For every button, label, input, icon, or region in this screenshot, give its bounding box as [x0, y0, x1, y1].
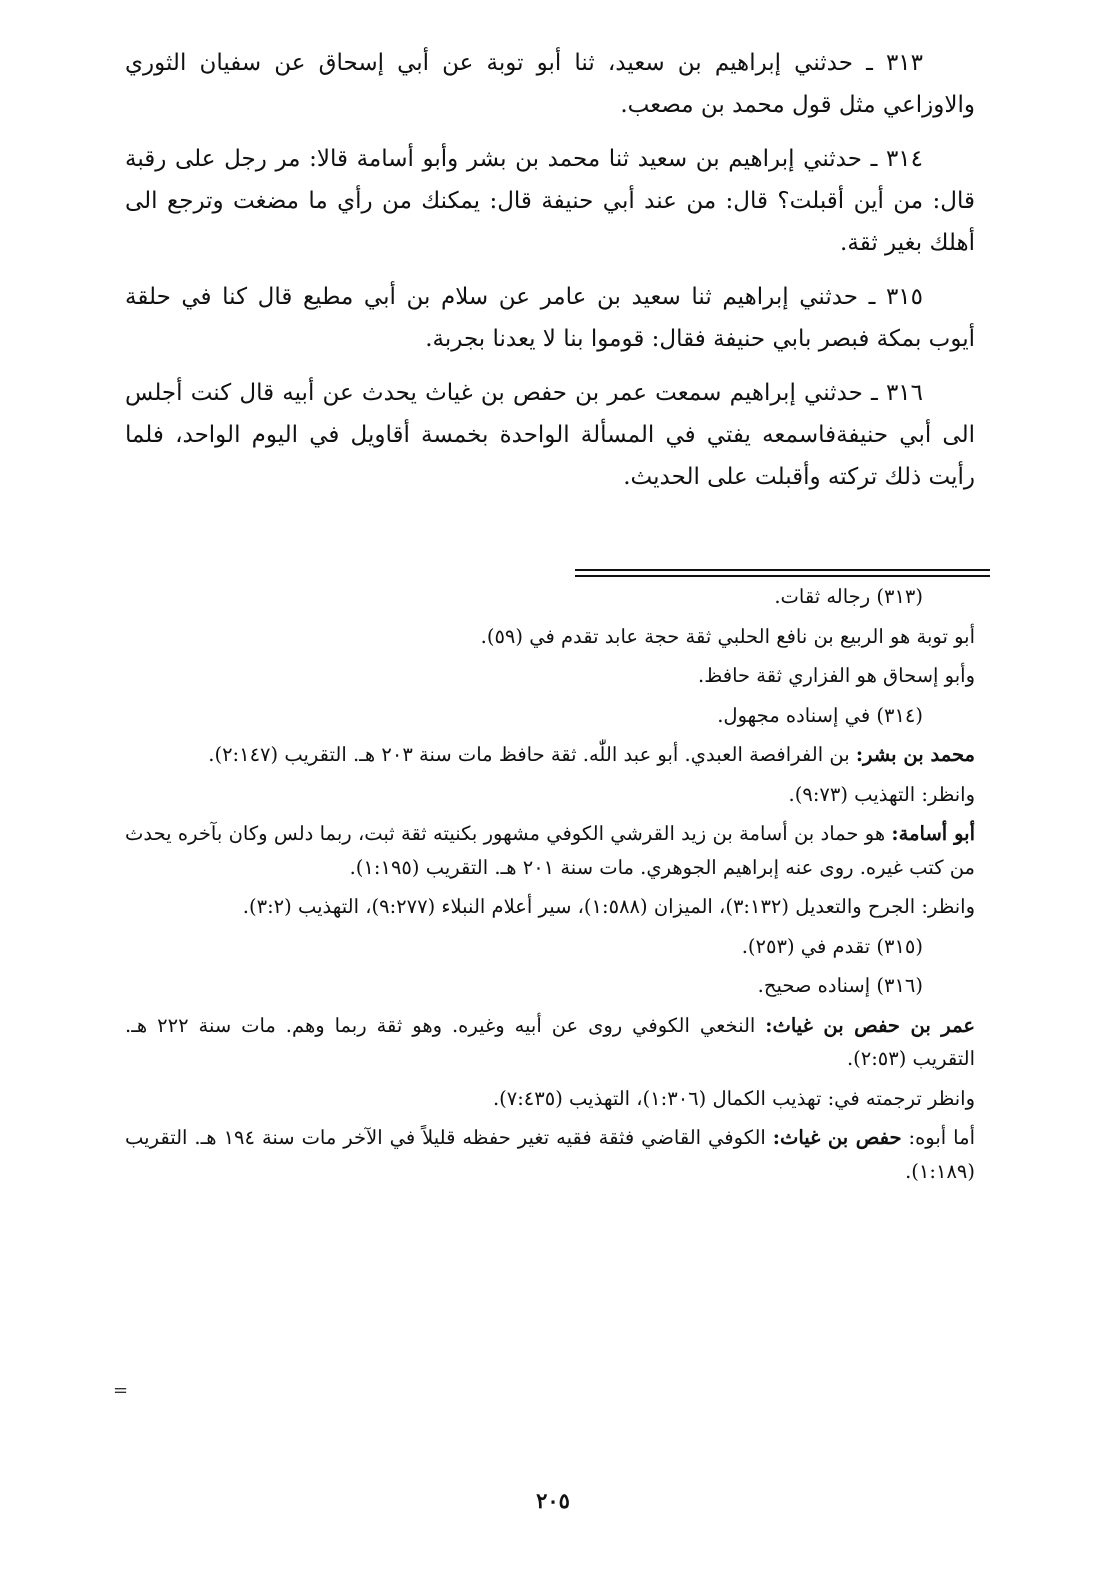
hadith-313: ٣١٣ ـ حدثني إبراهيم بن سعيد، ثنا أبو توبة عن أبي إسحاق عن سفيان الثوري والاوزاعي مثل قول محمد بن مصعب. [125, 50, 975, 118]
margin-mark: = [113, 1380, 129, 1401]
hadith-314: ٣١٤ ـ حدثني إبراهيم بن سعيد ثنا محمد بن بشر وأبو أسامة قالا: مر رجل على رقبة قال: من أين أقبلت؟ قال: من عند أبي حنيفة قال: يمكنك من رأي ما مضغت وترجع الى أهلك بغير ثقة. [125, 146, 975, 256]
narrator-name: أبو أسامة: [891, 822, 975, 845]
narrator-prefix: أما أبوه: [901, 1126, 975, 1149]
footnote-313-narrator-1: أبو توبة هو الربيع بن نافع الحلبي ثقة حجة عابد تقدم في (٥٩). [480, 624, 975, 648]
footnote-316: (٣١٦) إسناده صحيح. [757, 974, 923, 997]
footnote-314-narrator-2 [125, 817, 975, 884]
narrator-text: بن الفرافصة العبدي. أبو عبد اللّٰه. ثقة حافظ مات سنة ٢٠٣ هـ. التقريب (٢:١٤٧). [208, 743, 856, 766]
footnote-316-narrator-1 [125, 1009, 975, 1076]
main-text [125, 42, 975, 510]
footnote-separator-top [575, 569, 990, 571]
page-number: ٢٠٥ [536, 1488, 570, 1513]
footnote-separator-bottom [575, 575, 990, 577]
narrator-text: الكوفي القاضي فثقة فقيه تغير حفظه قليلاً في الآخر مات سنة ١٩٤ هـ. التقريب (١:١٨٩). [125, 1126, 975, 1183]
narrator-name: محمد بن بشر: [855, 743, 975, 766]
footnote-314: (٣١٤) في إسناده مجهول. [717, 703, 923, 727]
footnote-315: (٣١٥) تقدم في (٢٥٣). [741, 934, 923, 958]
narrator-name: حفص بن غياث: [772, 1126, 902, 1149]
footnote-316-narrator-2 [125, 1121, 975, 1188]
footnote-313-narrator-2: وأبو إسحاق هو الفزاري ثقة حافظ. [698, 664, 975, 687]
hadith-316: ٣١٦ ـ حدثني إبراهيم سمعت عمر بن حفص بن غياث يحدث عن أبيه قال كنت أجلس الى أبي حنيفةفاسمعه يفتي في المسألة الواحدة بخمسة أقاويل في اليوم الواحد، فلما رأيت ذلك تركته وأقبلت على الحديث. [125, 380, 975, 490]
narrator-name: عمر بن حفص بن غياث: [765, 1013, 975, 1037]
footnotes [125, 580, 975, 1194]
footnote-314-narrator-1 [125, 738, 975, 772]
footnote-313: (٣١٣) رجاله ثقات. [774, 585, 923, 608]
footnote-314-ref-2: وانظر: الجرح والتعديل (٣:١٣٢)، الميزان (١:٥٨٨)، سير أعلام النبلاء (٩:٢٧٧)، التهذيب (٣:٢). [242, 895, 975, 918]
hadith-315: ٣١٥ ـ حدثني إبراهيم ثنا سعيد بن عامر عن سلام بن أبي مطيع قال كنا في حلقة أيوب بمكة فبصر بابي حنيفة فقال: قوموا بنا لا يعدنا بجربة. [125, 284, 975, 352]
narrator-text: هو حماد بن أسامة بن زيد القرشي الكوفي مشهور بكنيته ثقة ثبت، ربما دلس وكان بآخره يحدث من كتب غيره. روى عنه إبراهيم الجوهري. مات سنة ٢٠١ هـ. التقريب (١:١٩٥). [125, 822, 975, 879]
footnote-314-ref-1: وانظر: التهذيب (٩:٧٣). [788, 782, 975, 806]
narrator-text: النخعي الكوفي روى عن أبيه وغيره. وهو ثقة ربما وهم. مات سنة ٢٢٢ هـ. التقريب (٢:٥٣). [125, 1013, 975, 1070]
footnote-316-ref-1: وانظر ترجمته في: تهذيب الكمال (١:٣٠٦)، التهذيب (٧:٤٣٥). [492, 1086, 975, 1110]
